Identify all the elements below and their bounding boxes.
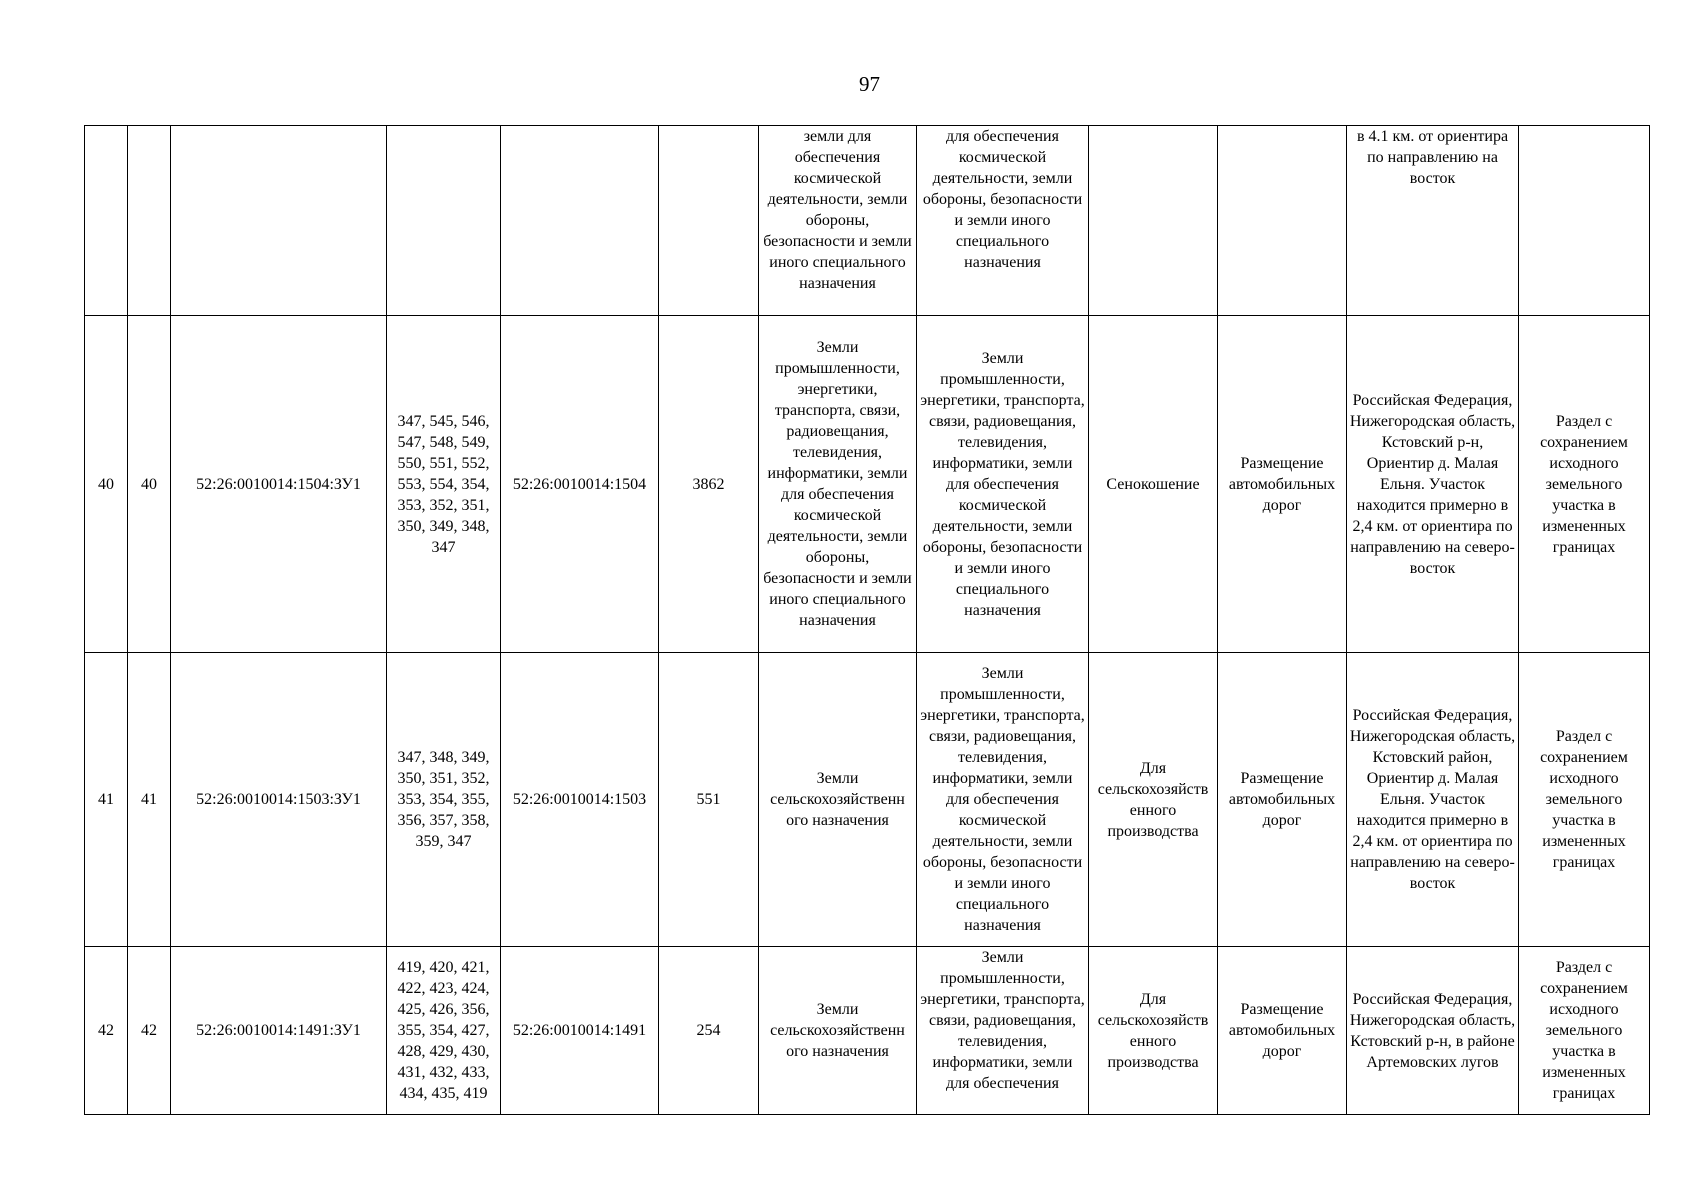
category-before-cell: Земли сельскохозяйственн ого назначения [759,653,917,947]
row-number-cell [85,126,128,316]
plot-number-cell [128,126,171,316]
use-after-cell: Размещение автомобильных дорог [1218,653,1347,947]
new-cadastral-cell: 52:26:0010014:1491:ЗУ1 [171,947,387,1115]
location-cell: Российская Федерация, Нижегородская область, Кстовский район, Ориентир д. Малая Ельня. Участок находится примерно в 2,4 км. от ориентира по направлению на северо-восток [1347,653,1519,947]
land-plots-table [84,125,1650,1115]
source-cadastral-cell: 52:26:0010014:1503 [501,653,659,947]
category-after-cell: Земли промышленности, энергетики, транспорта, связи, радиовещания, телевидения, информатики, земли для обеспечения космической деятельности, земли обороны, безопасности и земли иного специального назначения [917,316,1089,653]
points-cell [387,126,501,316]
plot-number-cell: 40 [128,316,171,653]
use-before-cell: Сенокошение [1089,316,1218,653]
method-cell: Раздел с сохранением исходного земельного участка в измененных границах [1519,947,1650,1115]
points-cell: 347, 348, 349, 350, 351, 352, 353, 354, 355, 356, 357, 358, 359, 347 [387,653,501,947]
area-cell: 254 [659,947,759,1115]
points-cell: 419, 420, 421, 422, 423, 424, 425, 426, 356, 355, 354, 427, 428, 429, 430, 431, 432, 433, 434, 435, 419 [387,947,501,1115]
table-row [85,126,1650,316]
category-after-cell: Земли промышленности, энергетики, транспорта, связи, радиовещания, телевидения, информатики, земли для обеспечения [917,947,1089,1115]
category-before-cell: земли для обеспечения космической деятельности, земли обороны, безопасности и земли иного специального назначения [759,126,917,316]
category-before-cell: Земли сельскохозяйственн ого назначения [759,947,917,1115]
location-cell: Российская Федерация, Нижегородская область, Кстовский р-н, Ориентир д. Малая Ельня. Участок находится примерно в 2,4 км. от ориентира по направлению на северо-восток [1347,316,1519,653]
row-number-cell: 41 [85,653,128,947]
use-before-cell: Для сельскохозяйств енного производства [1089,947,1218,1115]
category-after-cell: для обеспечения космической деятельности, земли обороны, безопасности и земли иного специального назначения [917,126,1089,316]
area-cell [659,126,759,316]
source-cadastral-cell: 52:26:0010014:1504 [501,316,659,653]
use-after-cell [1218,126,1347,316]
table-row [85,653,1650,947]
new-cadastral-cell: 52:26:0010014:1503:ЗУ1 [171,653,387,947]
row-number-cell: 42 [85,947,128,1115]
new-cadastral-cell [171,126,387,316]
plot-number-cell: 42 [128,947,171,1115]
page-number: 97 [859,72,880,96]
use-before-cell: Для сельскохозяйств енного производства [1089,653,1218,947]
location-cell: в 4.1 км. от ориентира по направлению на восток [1347,126,1519,316]
row-number-cell: 40 [85,316,128,653]
method-cell [1519,126,1650,316]
table-row [85,947,1650,1115]
method-cell: Раздел с сохранением исходного земельного участка в измененных границах [1519,653,1650,947]
source-cadastral-cell [501,126,659,316]
location-cell: Российская Федерация, Нижегородская область, Кстовский р-н, в районе Артемовских лугов [1347,947,1519,1115]
points-cell: 347, 545, 546, 547, 548, 549, 550, 551, 552, 553, 554, 354, 353, 352, 351, 350, 349, 348, 347 [387,316,501,653]
method-cell: Раздел с сохранением исходного земельного участка в измененных границах [1519,316,1650,653]
category-after-cell: Земли промышленности, энергетики, транспорта, связи, радиовещания, телевидения, информатики, земли для обеспечения космической деятельности, земли обороны, безопасности и земли иного специального назначения [917,653,1089,947]
area-cell: 3862 [659,316,759,653]
plot-number-cell: 41 [128,653,171,947]
use-after-cell: Размещение автомобильных дорог [1218,316,1347,653]
table-row [85,316,1650,653]
use-after-cell: Размещение автомобильных дорог [1218,947,1347,1115]
new-cadastral-cell: 52:26:0010014:1504:ЗУ1 [171,316,387,653]
source-cadastral-cell: 52:26:0010014:1491 [501,947,659,1115]
category-before-cell: Земли промышленности, энергетики, транспорта, связи, радиовещания, телевидения, информатики, земли для обеспечения космической деятельности, земли обороны, безопасности и земли иного специального назначения [759,316,917,653]
area-cell: 551 [659,653,759,947]
use-before-cell [1089,126,1218,316]
